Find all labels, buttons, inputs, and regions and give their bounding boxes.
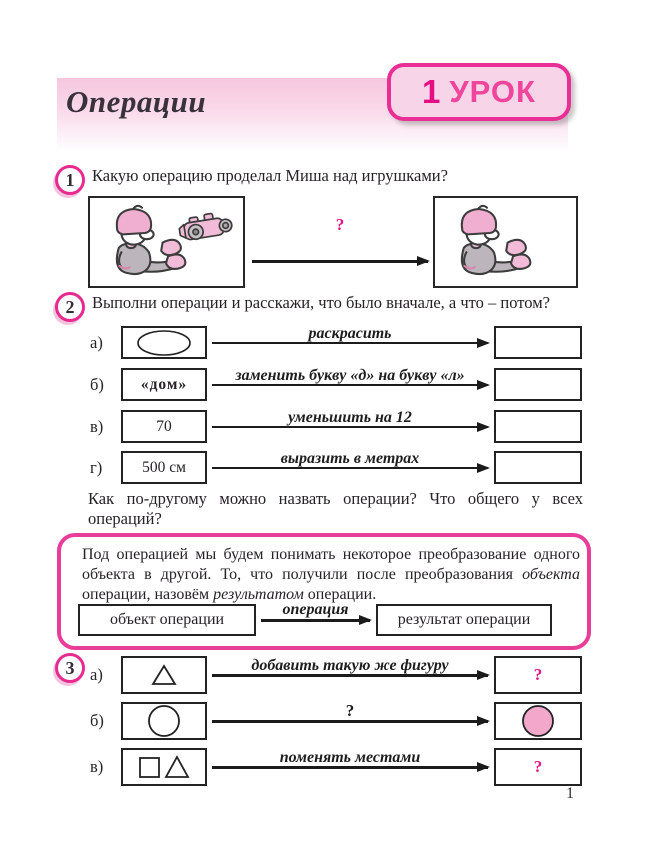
task-3-number: 3	[65, 657, 75, 678]
unknown-result-mark: ?	[533, 665, 543, 684]
result-box	[494, 702, 582, 740]
page-number: 1	[566, 785, 574, 802]
definition-text-part: Под операцией мы будем понимать некоторое преобразование одного объекта в другой. То, что получили после преобразования	[82, 546, 580, 583]
task-1-operation-arrow	[252, 205, 428, 280]
source-box	[121, 656, 207, 694]
ellipse-shape	[135, 329, 193, 357]
triangle-shape	[151, 663, 177, 687]
row-letter: б)	[90, 711, 104, 730]
definition-text-part: операции.	[303, 586, 377, 603]
task-3-row-v	[90, 748, 582, 786]
result-box	[494, 656, 582, 694]
operation-object-box: объект операции	[78, 604, 256, 636]
unknown-operation-mark: ?	[335, 215, 345, 234]
task-2-row-v	[90, 410, 582, 443]
definition-diagram	[78, 601, 552, 636]
source-number: 70	[156, 417, 172, 435]
lesson-label: УРОК	[449, 74, 536, 109]
definition-text	[82, 545, 580, 605]
chapter-title: Операции	[66, 84, 207, 119]
source-measure: 500 см	[142, 458, 186, 476]
result-box	[494, 451, 582, 484]
unknown-result-mark: ?	[533, 757, 543, 776]
operation-label: добавить такую же фигуру	[251, 657, 449, 674]
task-1-question: Какую операцию проделал Миша над игрушками?	[92, 166, 448, 185]
doll-illustration	[439, 202, 535, 286]
result-box	[494, 326, 582, 359]
task-1-before-box	[88, 196, 245, 288]
row-letter: г)	[90, 457, 103, 477]
unknown-operation-mark: ?	[345, 701, 355, 720]
source-box	[121, 451, 207, 484]
operation-label: раскрасить	[308, 325, 392, 342]
task-2-row-a	[90, 326, 582, 359]
row-letter: а)	[90, 665, 103, 684]
operation-arrow	[210, 748, 490, 786]
toy-cannon-illustration	[175, 206, 237, 250]
lesson-number: 1	[422, 73, 441, 110]
source-box	[121, 326, 207, 359]
source-box	[121, 748, 207, 786]
source-box	[121, 410, 207, 443]
operation-arrow	[210, 656, 490, 694]
arrow-right-icon	[261, 619, 370, 622]
task-2-number-badge	[55, 292, 85, 322]
task-1-after-box	[433, 196, 578, 288]
arrow-right-icon	[212, 674, 488, 677]
result-box	[494, 368, 582, 401]
arrow-right-icon	[212, 467, 488, 470]
task-2-followup-question: Как по-другому можно назвать операции? Что общего у всех операций?	[88, 489, 583, 529]
operation-label: уменьшить на 12	[288, 409, 412, 426]
square-and-triangle-shape	[137, 754, 191, 780]
row-letter: а)	[90, 332, 103, 352]
operation-label: операция	[282, 601, 349, 618]
source-box	[121, 702, 207, 740]
operation-label: поменять местами	[279, 749, 421, 766]
result-box	[494, 410, 582, 443]
definition-text-part: операции, назовём	[82, 586, 214, 603]
operation-label: выразить в метрах	[280, 450, 420, 467]
lesson-badge	[387, 63, 571, 121]
operation-result-box: результат операции	[376, 604, 552, 636]
operation-arrow	[210, 702, 490, 740]
task-3-row-a	[90, 656, 582, 694]
circle-shape	[147, 704, 181, 738]
task-2-question: Выполни операции и расскажи, что было вначале, а что – потом?	[92, 293, 550, 312]
operation-arrow	[210, 451, 490, 484]
operation-arrow	[210, 326, 490, 359]
operation-arrow	[210, 410, 490, 443]
arrow-right-icon	[212, 342, 488, 345]
arrow-right-icon	[212, 384, 488, 387]
arrow-right-icon	[212, 426, 488, 429]
task-2-row-g	[90, 451, 582, 484]
operation-arrow	[210, 368, 490, 401]
row-letter: в)	[90, 757, 104, 776]
arrow-right-icon	[212, 720, 488, 723]
source-word: «дом»	[140, 375, 188, 393]
task-2-number: 2	[65, 296, 75, 317]
row-letter: в)	[90, 416, 104, 436]
operation-arrow	[259, 601, 372, 636]
task-3-number-badge	[55, 653, 85, 683]
task-1-number-badge	[55, 165, 85, 195]
operation-label: заменить букву «д» на букву «л»	[235, 367, 465, 384]
task-2-row-b	[90, 368, 582, 401]
definition-term-result: результатом	[213, 586, 304, 603]
task-3-row-b	[90, 702, 582, 740]
source-box	[121, 368, 207, 401]
row-letter: б)	[90, 374, 104, 394]
arrow-right-icon	[212, 766, 488, 769]
filled-pink-circle-shape	[521, 704, 555, 738]
definition-term-object: объекта	[522, 566, 580, 583]
result-box	[494, 748, 582, 786]
arrow-right-icon	[252, 260, 428, 263]
task-1-number: 1	[65, 169, 75, 190]
